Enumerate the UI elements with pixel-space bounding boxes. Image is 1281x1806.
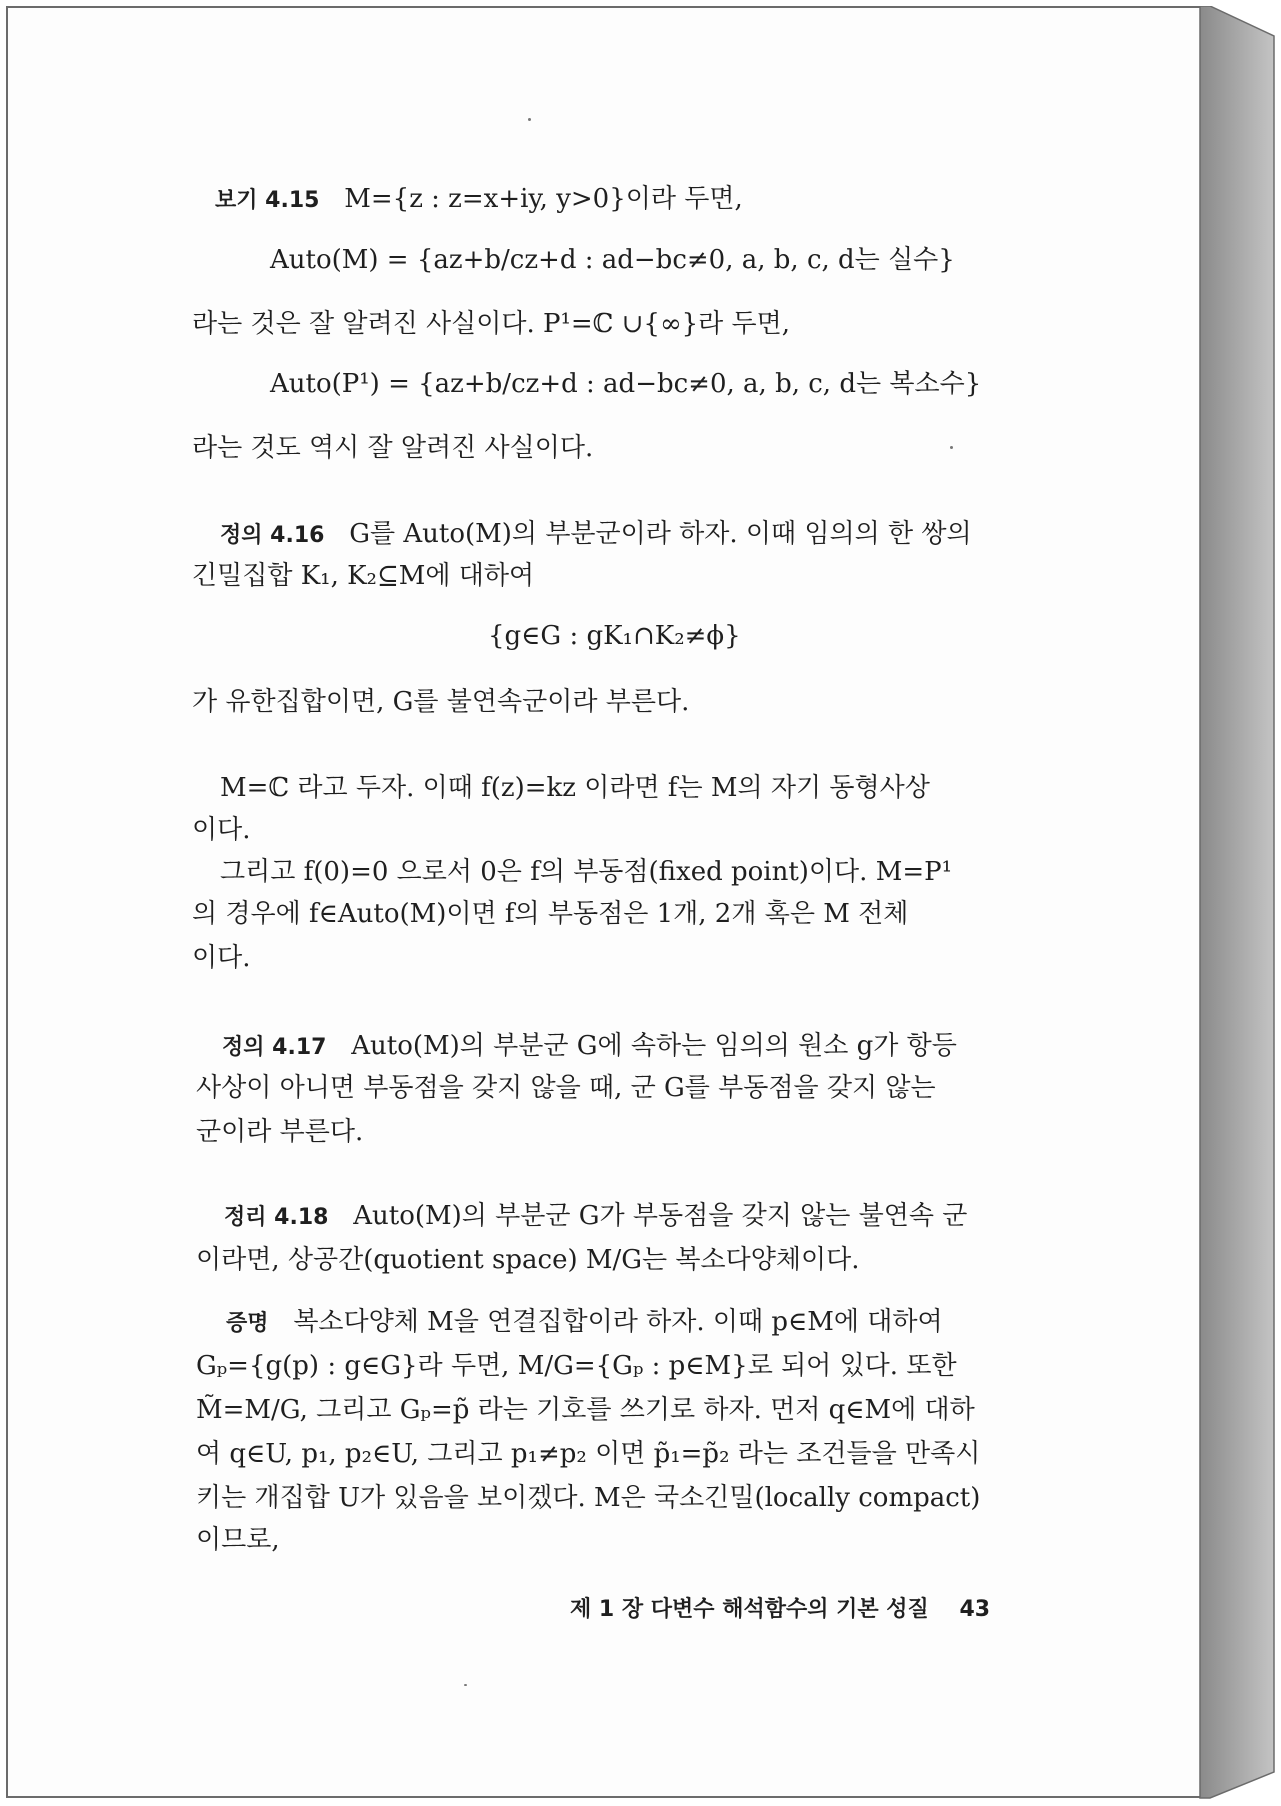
- theorem-text: Auto(M)의 부분군 G가 부동점을 갖지 않는 불연속 군: [353, 1201, 968, 1231]
- example-4-15-line-5: 라는 것도 역시 잘 알려진 사실이다.: [192, 433, 594, 463]
- proof-line-2: Gₚ={g(p) : g∈G}라 두면, M/G={Gₚ : p∈M}로 되어 있다. 또한: [196, 1351, 957, 1381]
- definition-4-16-line-1: [220, 518, 972, 552]
- definition-4-17-line-2: 사상이 아니면 부동점을 갖지 않을 때, 군 G를 부동점을 갖지 않는: [196, 1073, 936, 1103]
- proof-label: 증명: [226, 1311, 269, 1336]
- example-4-15-line-2: Auto(M) = {az+b/cz+d : ad−bc≠0, a, b, c, d는 실수}: [270, 245, 955, 275]
- page-number: 43: [959, 1597, 991, 1622]
- paragraph-line-2: 이다.: [192, 815, 251, 845]
- paragraph-line-1: M=ℂ 라고 두자. 이때 f(z)=kz 이라면 f는 M의 자기 동형사상: [220, 773, 930, 803]
- scan-speck: [950, 446, 953, 449]
- proof-line-6: 이므로,: [196, 1525, 280, 1555]
- scan-speck: [528, 118, 531, 121]
- definition-label: 정의 4.17: [222, 1035, 327, 1060]
- example-text: M={z : z=x+iy, y>0}이라 두면,: [344, 184, 743, 214]
- chapter-title: 제 1 장 다변수 해석함수의 기본 성질: [570, 1597, 929, 1622]
- definition-4-16-line-2: 긴밀집합 K₁, K₂⊆M에 대하여: [192, 561, 535, 591]
- definition-4-17-line-3: 군이라 부른다.: [196, 1117, 364, 1147]
- definition-label: 정의 4.16: [220, 523, 325, 548]
- definition-4-17-line-1: [222, 1030, 957, 1064]
- example-4-15-line-4: Auto(P¹) = {az+b/cz+d : ad−bc≠0, a, b, c, d는 복소수}: [270, 369, 982, 399]
- page-footer: [570, 1592, 990, 1623]
- proof-line-5: 키는 개집합 U가 있음을 보이겠다. M은 국소긴밀(locally compact): [196, 1483, 981, 1513]
- theorem-4-18-line-2: 이라면, 상공간(quotient space) M/G는 복소다양체이다.: [196, 1245, 860, 1275]
- proof-line-4: 여 q∈U, p₁, p₂∈U, 그리고 p₁≠p₂ 이면 p̃₁=p̃₂ 라는 조건들을 만족시: [196, 1439, 981, 1469]
- proof-line-1: [226, 1306, 943, 1340]
- definition-text: Auto(M)의 부분군 G에 속하는 임의의 원소 g가 항등: [351, 1031, 957, 1061]
- paragraph-line-3: 그리고 f(0)=0 으로서 0은 f의 부동점(fixed point)이다. M=P¹: [220, 857, 953, 887]
- definition-4-16-formula: {g∈G : gK₁∩K₂≠ϕ}: [488, 621, 741, 651]
- example-4-15-line-3: 라는 것은 잘 알려진 사실이다. P¹=ℂ ∪{∞}라 두면,: [192, 309, 791, 339]
- example-4-15-line-1: [215, 183, 743, 217]
- proof-text: 복소다양체 M을 연결집합이라 하자. 이때 p∈M에 대하여: [293, 1307, 943, 1337]
- paragraph-line-5: 이다.: [192, 943, 251, 973]
- theorem-4-18-line-1: [224, 1200, 967, 1234]
- paragraph-line-4: 의 경우에 f∈Auto(M)이면 f의 부동점은 1개, 2개 혹은 M 전체: [192, 899, 909, 929]
- scan-speck: [464, 1684, 467, 1686]
- theorem-label: 정리 4.18: [224, 1205, 329, 1230]
- definition-text: G를 Auto(M)의 부분군이라 하자. 이때 임의의 한 쌍의: [349, 519, 972, 549]
- proof-line-3: M̃=M/G, 그리고 Gₚ=p̃ 라는 기호를 쓰기로 하자. 먼저 q∈M에 대하: [196, 1395, 975, 1425]
- example-label: 보기 4.15: [215, 188, 320, 213]
- definition-4-16-line-4: 가 유한집합이면, G를 불연속군이라 부른다.: [192, 687, 690, 717]
